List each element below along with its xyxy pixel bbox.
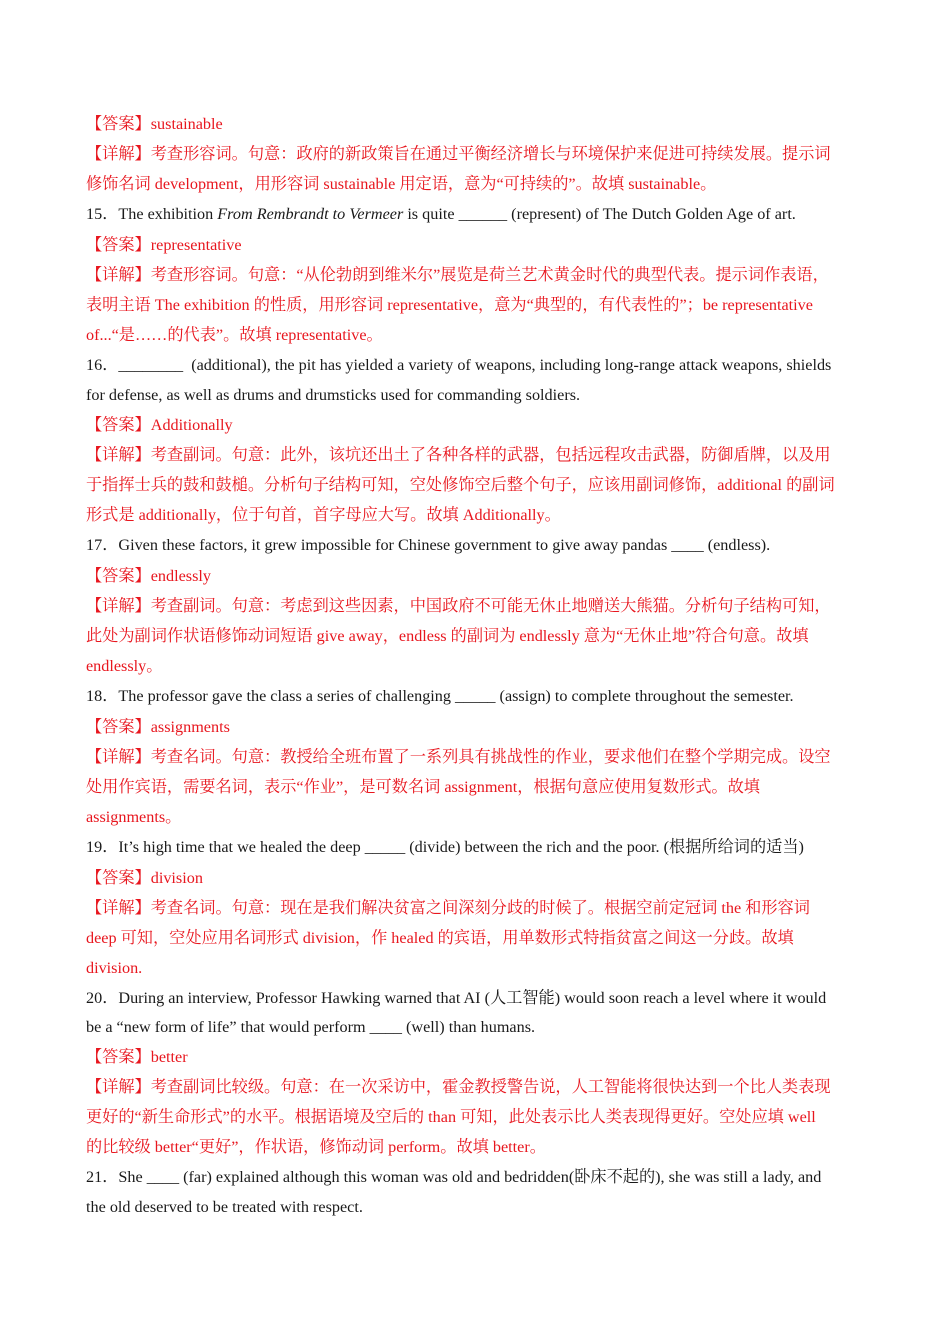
line-text: During an interview, Professor Hawking warned that AI (人工智能) would soon reach a level where it would [118,989,827,1007]
answer-line [86,113,223,135]
explanation-line [86,173,716,195]
explanation-line [86,1136,546,1158]
question-number: 15． [86,205,119,223]
question-line [86,836,804,858]
question-line [86,1016,535,1038]
line-text: 形式是 additionally，位于句首，首字母应大写。故填 Additionally。 [86,506,561,524]
line-text: It’s high time that we healed the deep _____ (divide) between the rich and the poor. (根据所给词的适当) [118,838,804,856]
explanation-line [86,1076,831,1098]
explanation-line [86,444,831,466]
answer-line [86,414,233,436]
question-number: 19． [86,838,119,856]
explanation-line [86,957,142,979]
line-text: 【详解】考查名词。句意：现在是我们解决贫富之间深刻分歧的时候了。根据空前定冠词 the 和形容词 [86,899,810,917]
explanation-line [86,776,760,798]
line-text: 【答案】assignments [86,718,230,736]
line-text: 【答案】better [86,1048,188,1066]
question-line [86,384,580,406]
line-text: 的比较级 better“更好”，作状语，修饰动词 perform。故填 better。 [86,1138,546,1156]
explanation-line [86,655,162,677]
explanation-line [86,294,813,316]
line-text: of...“是……的代表”。故填 representative。 [86,326,383,344]
line-text: division. [86,959,143,977]
line-text: 此处为副词作状语修饰动词短语 give away，endless 的副词为 endlessly 意为“无休止地”符合句意。故填 [86,627,809,645]
line-text: The professor gave the class a series of challenging _____ (assign) to complete throughout the semester. [118,687,794,705]
explanation-line [86,324,383,346]
line-text: 修饰名词 development，用形容词 sustainable 用定语，意为“可持续的”。故填 sustainable。 [86,175,717,193]
explanation-line [86,504,561,526]
question-text: is quite ______ (represent) of The Dutch Golden Age of art. [403,205,796,223]
line-text: 【详解】考查副词。句意：此外，该坑还出土了各种各样的武器，包括远程攻击武器，防御盾牌，以及用 [86,446,831,464]
line-text: 于指挥士兵的鼓和鼓槌。分析句子结构可知，空处修饰空后整个句子，应该用副词修饰，additional 的副词 [86,476,835,494]
answer-line [86,716,230,738]
answer-line [86,867,203,889]
explanation-line [86,474,835,496]
explanation-line [86,595,831,617]
question-line [86,534,770,556]
question-number: 17． [86,536,119,554]
line-text: 【答案】representative [86,236,242,254]
explanation-line [86,897,810,919]
explanation-line [86,746,831,768]
line-text: deep 可知，空处应用名词形式 division，作 healed 的宾语，用单数形式特指贫富之间这一分歧。故填 [86,929,794,947]
line-text: 【答案】Additionally [86,416,233,434]
question-line [86,987,826,1009]
line-text: 【详解】考查副词。句意：考虑到这些因素，中国政府不可能无休止地赠送大熊猫。分析句子结构可知， [86,597,831,615]
answer-line [86,234,242,256]
question-number: 21． [86,1168,119,1186]
line-text: 更好的“新生命形式”的水平。根据语境及空后的 than 可知，此处表示比人类表现得更好。空处应填 well [86,1108,816,1126]
exhibition-title: From Rembrandt to Vermeer [217,205,404,223]
line-text: be a “new form of life” that would perform ____ (well) than humans. [86,1018,536,1036]
line-text: 【详解】考查形容词。句意：“从伦勃朗到维米尔”展览是荷兰艺术黄金时代的典型代表。提示词作表语， [86,266,829,284]
line-text: assignments。 [86,808,182,826]
line-text: 处用作宾语，需要名词，表示“作业”，是可数名词 assignment，根据句意应使用复数形式。故填 [86,778,760,796]
question-number: 16． [86,356,119,374]
answer-line [86,1046,188,1068]
question-line [86,354,831,376]
question-line [86,685,794,707]
line-text: She ____ (far) explained although this woman was old and bedridden(卧床不起的), she was still a lady, and [118,1168,822,1186]
explanation-line [86,143,831,165]
explanation-line [86,264,829,286]
question-text: The exhibition [118,205,218,223]
line-text: the old deserved to be treated with respect. [86,1198,363,1216]
answer-line [86,565,211,587]
question-number: 18． [86,687,119,705]
line-text: 【详解】考查名词。句意：教授给全班布置了一系列具有挑战性的作业，要求他们在整个学期完成。设空 [86,748,831,766]
line-text: 【答案】sustainable [86,115,223,133]
question-number: 20． [86,989,119,1007]
line-text: 【详解】考查副词比较级。句意：在一次采访中，霍金教授警告说，人工智能将很快达到一个比人类表现 [86,1078,831,1096]
line-text: for defense, as well as drums and drumsticks used for commanding soldiers. [86,386,581,404]
line-text: 表明主语 The exhibition 的性质，用形容词 representative，意为“典型的，有代表性的”；be representative [86,296,813,314]
line-text: 【答案】endlessly [86,567,211,585]
explanation-line [86,1106,816,1128]
line-text: ________ (additional), the pit has yielded a variety of weapons, including long-range attack weapons, shields [118,356,832,374]
question-line [86,1196,363,1218]
explanation-line [86,927,794,949]
line-text: 【答案】division [86,869,203,887]
line-text: endlessly。 [86,657,163,675]
question-line [86,1166,821,1188]
question-line [86,203,796,225]
line-text: 【详解】考查形容词。句意：政府的新政策旨在通过平衡经济增长与环境保护来促进可持续发展。提示词 [86,145,831,163]
explanation-line [86,806,181,828]
line-text: Given these factors, it grew impossible for Chinese government to give away pandas ____ (endless). [118,536,771,554]
explanation-line [86,625,809,647]
